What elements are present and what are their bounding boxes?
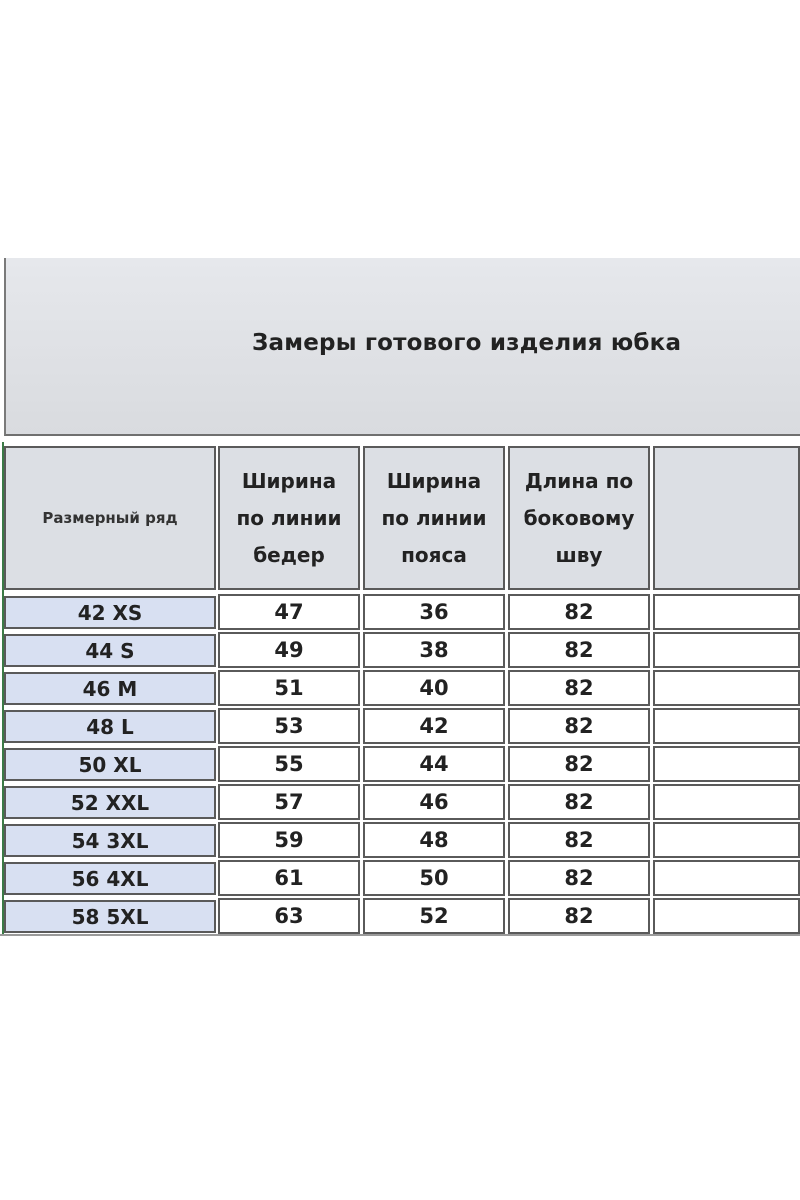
empty-cell [653,632,800,668]
waist-width-cell: 48 [363,822,505,858]
header-empty-column [653,446,800,590]
side-seam-length-cell: 82 [508,822,650,858]
waist-width-cell: 52 [363,898,505,934]
empty-cell [653,784,800,820]
header-waist-width-line3: пояса [401,542,467,567]
header-waist-width-line2: по линии [381,505,487,530]
hip-width-cell: 55 [218,746,360,782]
waist-width-cell: 38 [363,632,505,668]
table-bottom-rule [0,934,800,936]
header-size-range-label: Размерный ряд [42,509,178,527]
hip-width-cell: 49 [218,632,360,668]
empty-cell [653,594,800,630]
header-size-range [4,446,216,590]
hip-width-cell: 51 [218,670,360,706]
size-chart-sheet [0,258,800,940]
empty-cell [653,708,800,744]
side-seam-length-cell: 82 [508,784,650,820]
header-side-seam-length-line3: шву [555,542,603,567]
size-cell: 58 5XL [4,900,216,933]
side-seam-length-cell: 82 [508,632,650,668]
size-cell: 50 XL [4,748,216,781]
hip-width-cell: 57 [218,784,360,820]
page-title: Замеры готового изделия юбка [252,330,682,356]
empty-cell [653,860,800,896]
hip-width-cell: 61 [218,860,360,896]
waist-width-cell: 40 [363,670,505,706]
empty-cell [653,822,800,858]
empty-cell [653,746,800,782]
header-side-seam-length-line1: Длина по [524,468,634,493]
waist-width-cell: 36 [363,594,505,630]
title-banner [4,258,800,436]
hip-width-cell: 59 [218,822,360,858]
side-seam-length-cell: 82 [508,594,650,630]
side-seam-length-cell: 82 [508,898,650,934]
size-cell: 46 M [4,672,216,705]
side-seam-length-cell: 82 [508,670,650,706]
header-hip-width [218,446,360,590]
side-seam-length-cell: 82 [508,860,650,896]
header-side-seam-length-line2: боковому [523,505,635,530]
waist-width-cell: 42 [363,708,505,744]
side-seam-length-cell: 82 [508,746,650,782]
hip-width-cell: 53 [218,708,360,744]
header-hip-width-line1: Ширина [241,468,337,493]
waist-width-cell: 44 [363,746,505,782]
size-cell: 44 S [4,634,216,667]
empty-cell [653,670,800,706]
size-cell: 54 3XL [4,824,216,857]
header-waist-width-line1: Ширина [386,468,482,493]
waist-width-cell: 46 [363,784,505,820]
hip-width-cell: 63 [218,898,360,934]
header-hip-width-line3: бедер [253,542,325,567]
size-cell: 52 XXL [4,786,216,819]
hip-width-cell: 47 [218,594,360,630]
header-hip-width-line2: по линии [236,505,342,530]
side-seam-length-cell: 82 [508,708,650,744]
empty-cell [653,898,800,934]
waist-width-cell: 50 [363,860,505,896]
size-cell: 48 L [4,710,216,743]
header-side-seam-length [508,446,650,590]
header-waist-width [363,446,505,590]
size-cell: 56 4XL [4,862,216,895]
size-cell: 42 XS [4,596,216,629]
